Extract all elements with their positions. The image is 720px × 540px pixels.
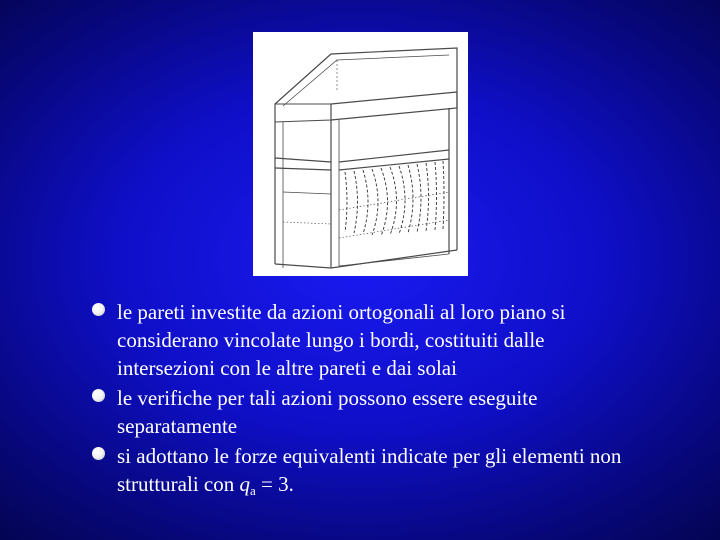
wall-box-structure-diagram-icon bbox=[253, 32, 468, 276]
bullet-dot-icon bbox=[92, 303, 105, 316]
bullet-text bbox=[117, 444, 621, 496]
bullet-item bbox=[86, 384, 646, 440]
bullet-text: le verifiche per tali azioni possono essere eseguite separatamente bbox=[117, 386, 538, 438]
behavior-factor-variable: q bbox=[239, 472, 250, 496]
behavior-factor-subscript: a bbox=[249, 483, 256, 498]
bullet-item bbox=[86, 442, 646, 501]
bullet-text-before: si adottano le forze equivalenti indicate per gli elementi non strutturali con bbox=[117, 444, 622, 496]
figure-panel bbox=[253, 32, 468, 276]
bullet-item bbox=[86, 298, 646, 382]
bullet-dot-icon bbox=[92, 389, 105, 402]
bullet-text-after: = 3. bbox=[255, 472, 294, 496]
bullet-dot-icon bbox=[92, 447, 105, 460]
bullet-text: le pareti investite da azioni ortogonali al loro piano si considerano vincolate lungo i bordi, costituiti dalle intersezioni con le altre pareti e dai solai bbox=[117, 300, 566, 380]
bullet-list bbox=[86, 298, 646, 503]
